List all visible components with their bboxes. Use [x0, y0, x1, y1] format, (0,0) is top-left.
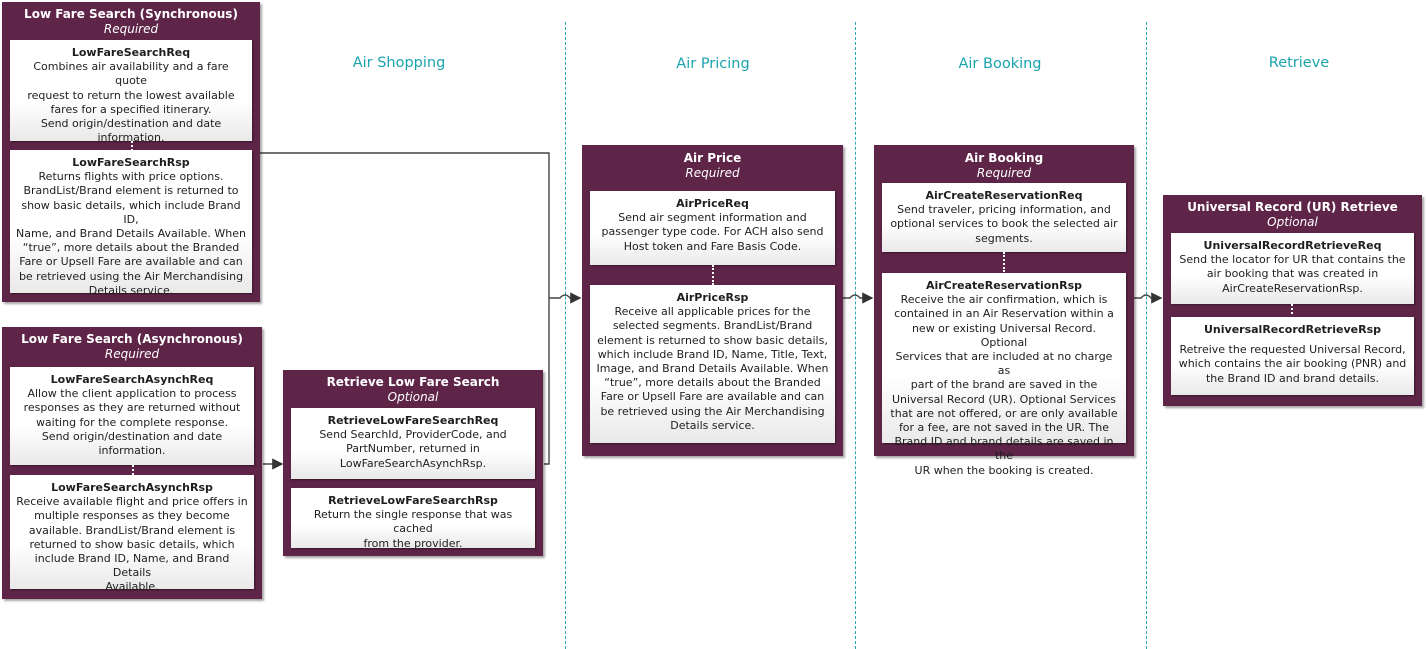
message-low-fare-search-asynch-rsp — [10, 475, 254, 594]
panel-universal-record-retrieve — [1163, 195, 1422, 406]
stage-label-retrieve: Retrieve — [1268, 55, 1330, 71]
message-description: Retreive the requested Universal Record, which contains the air booking (PNR) and the Brand ID and brand details. — [1178, 343, 1407, 385]
panel-retrieve-low-fare-search — [283, 370, 543, 556]
message-low-fare-search-rsp — [10, 150, 252, 297]
message-description: Combines air availability and a fare quote request to return the lowest available fares for a specified itinerary. Send origin/destination and date information. — [27, 60, 235, 145]
message-name: AirPriceReq — [676, 197, 749, 210]
message-name: RetrieveLowFareSearchRsp — [328, 494, 498, 507]
message-retrieve-low-fare-search-req — [291, 408, 535, 479]
message-description: Send SearchId, ProviderCode, and PartNumber, returned in LowFareSearchAsynchRsp. — [319, 428, 507, 470]
panel-subtitle: Required — [104, 347, 160, 361]
message-air-price-req — [590, 191, 835, 265]
panel-title: Retrieve Low Fare Search — [326, 375, 500, 389]
connector-sync-to-air-price — [258, 153, 549, 298]
req-rsp-link — [712, 265, 714, 285]
panel-subtitle: Optional — [387, 390, 439, 404]
panel-title: Low Fare Search (Synchronous) — [24, 7, 238, 21]
message-name: UniversalRecordRetrieveReq — [1203, 239, 1382, 252]
message-name: RetrieveLowFareSearchReq — [327, 414, 499, 427]
message-retrieve-low-fare-search-rsp — [291, 488, 535, 548]
connector-shopping-to-pricing — [549, 295, 580, 298]
panel-subtitle: Required — [103, 22, 159, 36]
connector-booking-to-retrieve — [1134, 295, 1161, 298]
message-name: AirCreateReservationReq — [925, 189, 1083, 202]
message-description: Send air segment information and passenger type code. For ACH also send Host token and Fare Basis Code. — [601, 211, 824, 253]
panel-air-booking — [874, 145, 1134, 477]
stage-label-air-pricing: Air Pricing — [676, 56, 750, 72]
message-low-fare-search-req — [10, 40, 252, 145]
message-name: AirPriceRsp — [676, 291, 749, 304]
message-name: LowFareSearchRsp — [72, 156, 190, 169]
message-description: Returns flights with price options. BrandList/Brand element is returned to show basic details, which include Brand ID, Name, and Brand Details Available. When “true”, more details about the Branded Fare or Upsell Fare are available and can be retrieved using the Air Merchandising Details service. — [16, 170, 246, 297]
message-air-create-reservation-rsp — [882, 273, 1126, 477]
message-description: Receive all applicable prices for the selected segments. BrandList/Brand element is returned to show basic details, which include Brand ID, Name, Title, Text, Image, and Brand Details Available. When “true”, more details about the Branded Fare or Upsell Fare are available and can be retrieved using the Air Merchandising Details service. — [596, 305, 829, 432]
message-description: Allow the client application to process responses as they are returned without waiting for the complete response. Send origin/destination and date information. — [23, 387, 241, 458]
panel-subtitle: Optional — [1267, 215, 1318, 229]
connector-retrieve-to-air-price — [544, 298, 549, 464]
message-name: LowFareSearchReq — [71, 46, 191, 59]
message-universal-record-retrieve-req — [1171, 233, 1414, 304]
message-description: Return the single response that was cached from the provider. — [313, 508, 513, 550]
req-rsp-link — [132, 465, 134, 475]
panel-subtitle: Required — [685, 166, 740, 180]
message-description: Send the locator for UR that contains the air booking that was created in AirCreateReservationRsp. — [1179, 253, 1406, 295]
connector-pricing-to-booking — [843, 295, 872, 298]
message-air-price-rsp — [590, 285, 835, 443]
message-name: AirCreateReservationRsp — [925, 279, 1083, 292]
message-description: Receive the air confirmation, which is contained in an Air Reservation within a new or existing Universal Record. Optional Services that are included at no charge as part of the brand are saved in the Universal Record (UR). Optional Services that are not offered, or are only available for a fee, are not saved in the UR. The Brand ID and brand details are saved in the UR when the booking is created. — [890, 293, 1118, 477]
panel-subtitle: Required — [976, 166, 1032, 180]
message-name: LowFareSearchAsynchReq — [50, 373, 214, 386]
panel-title: Air Price — [683, 151, 742, 165]
panel-air-price — [582, 145, 843, 456]
message-low-fare-search-asynch-req — [10, 367, 254, 465]
message-air-create-reservation-req — [882, 183, 1126, 252]
panel-title: Low Fare Search (Asynchronous) — [21, 332, 243, 346]
message-description: Send traveler, pricing information, and optional services to book the selected air segments. — [890, 203, 1118, 245]
message-universal-record-retrieve-rsp — [1171, 317, 1414, 395]
panel-title: Air Booking — [964, 151, 1044, 165]
panel-title: Universal Record (UR) Retrieve — [1187, 200, 1398, 214]
message-name: UniversalRecordRetrieveRsp — [1203, 323, 1381, 336]
message-description: Receive available flight and price offers in multiple responses as they become available. BrandList/Brand element is returned to show basic details, which include Brand ID, Name, and Brand Details Available. — [16, 495, 248, 594]
message-name: LowFareSearchAsynchRsp — [51, 481, 213, 494]
stage-label-air-booking: Air Booking — [958, 56, 1042, 72]
panel-low-fare-search-async — [2, 327, 262, 599]
req-rsp-link — [1003, 252, 1005, 272]
req-rsp-link — [1291, 304, 1293, 314]
stage-label-air-shopping: Air Shopping — [352, 55, 446, 71]
panel-low-fare-search-sync — [2, 2, 260, 302]
